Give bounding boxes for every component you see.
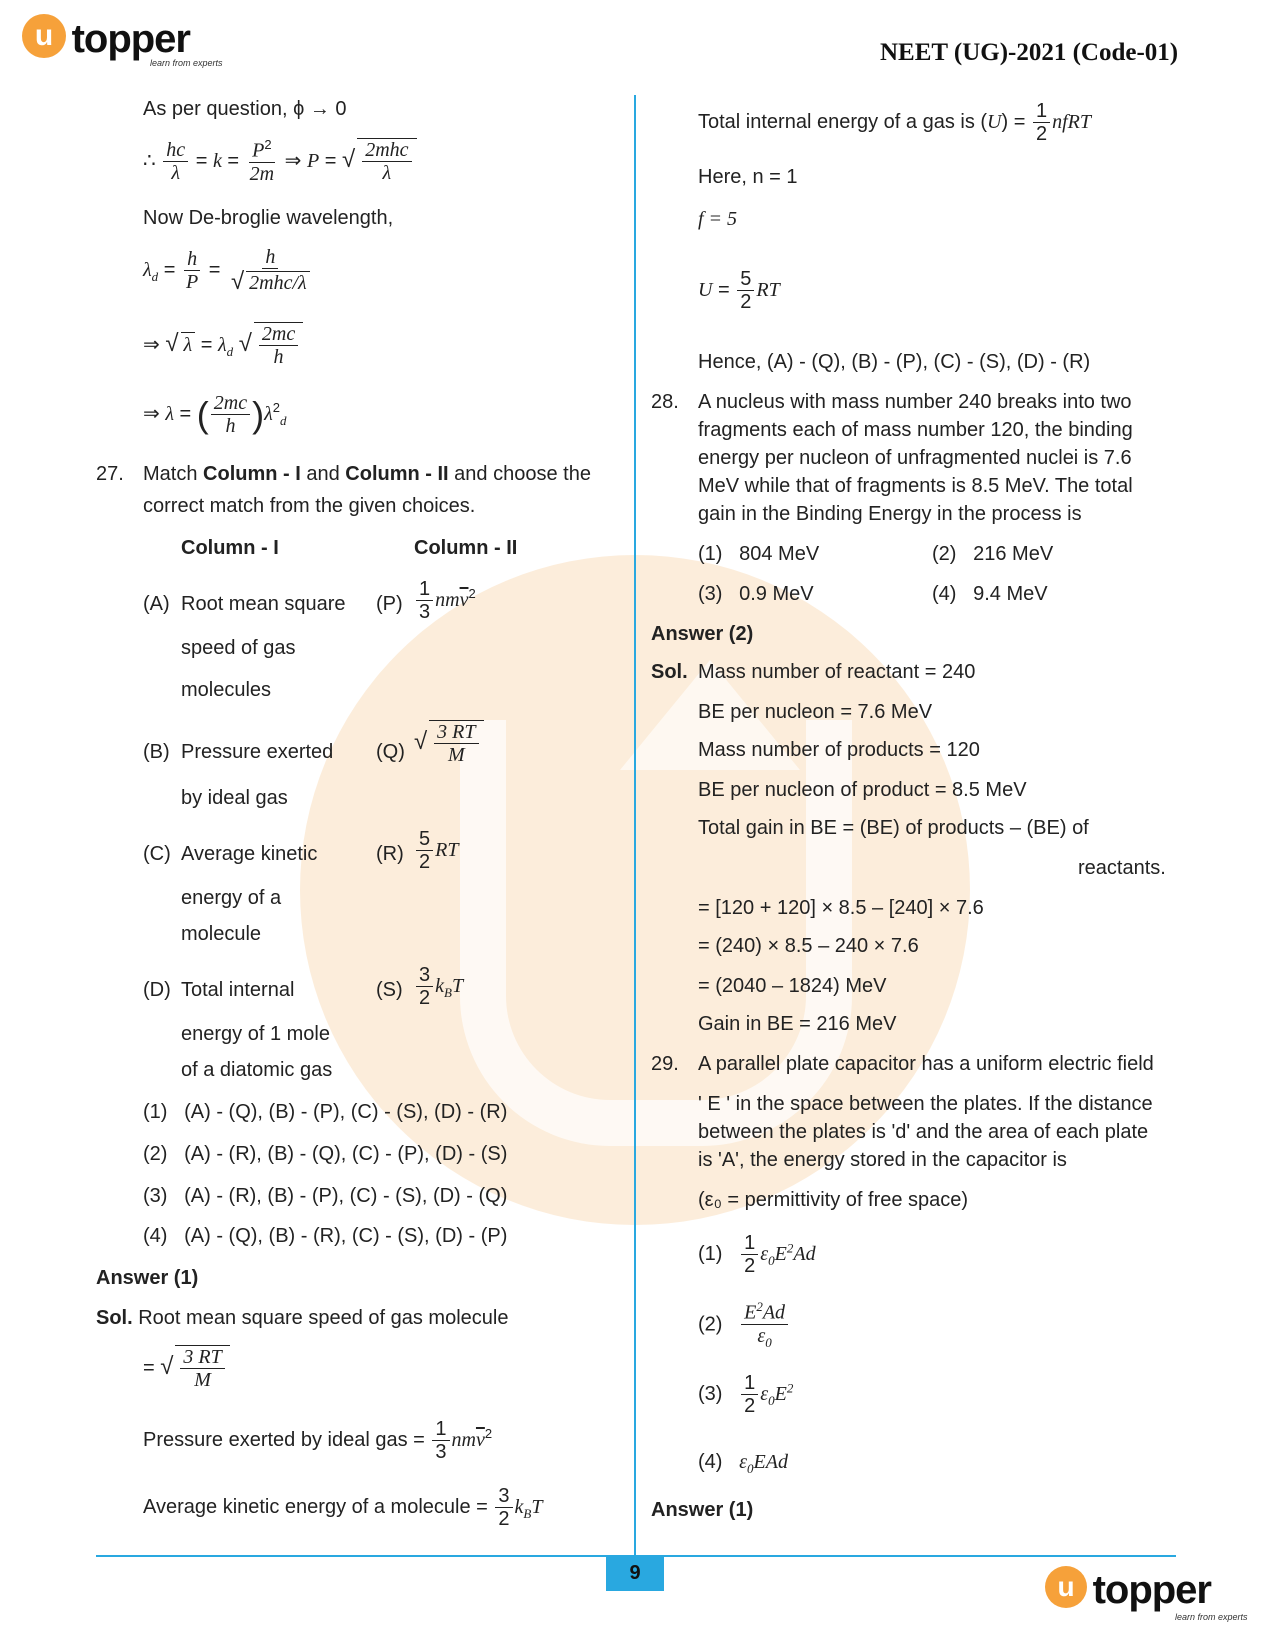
q27-solution-pressure: Pressure exerted by ideal gas = $\frac{1}{3}$ $nm\overline{v}^2$ [143,1418,493,1463]
page-number: 9 [606,1555,664,1591]
text-f-equals: f = 5 [698,208,738,230]
row-d-line1: Total internal [181,979,295,1001]
text-n-equals: Here, n = 1 [698,166,798,188]
q28-sol-line6: reactants. [1078,857,1166,879]
q28-answer: Answer (2) [651,623,754,645]
q29-line5: (ε₀ = permittivity of free space) [698,1189,969,1211]
q28-sol-line8: = (240) × 8.5 – 240 × 7.6 [698,935,919,957]
footer-logo-text: topper [1092,1568,1211,1613]
q28-sol-label: Sol. [651,661,688,683]
equation-lambda-d: $\lambda_d$ = $\frac{h}{P}$ = $\frac{h}{\text{√ 2mhc/λ}}$ [143,246,315,295]
q27-hence: Hence, (A) - (Q), (B) - (P), (C) - (S), (D) - (R) [698,351,1091,373]
text-de-broglie: Now De-broglie wavelength, [143,207,394,229]
q28-option-3[interactable]: (3) 0.9 MeV [698,583,814,605]
row-q-formula: √ $\frac{3 RT}{M}$ [414,720,484,766]
row-c-line2: energy of a [181,887,282,909]
row-a-line2: speed of gas [181,637,296,659]
exam-title: NEET (UG)-2021 (Code-01) [880,39,1179,66]
text-phi-to-zero: As per question, ϕ → 0 [143,98,347,120]
q29-option-3[interactable]: (3) $\frac{1}{2}$ $\varepsilon_0E^2$ [698,1372,794,1417]
row-a-tag: (A) [143,593,170,615]
equation-momentum: ∴ $\frac{hc}{\lambda}$ = k = $\frac{P^2}{2m}$ ⇒ P = √ $\frac{\text{2mhc}}{\lambda}$ [143,138,417,185]
row-c-line3: molecule [181,923,262,945]
equation-rms-speed: = √ $\frac{3 RT}{M}$ [143,1345,230,1391]
q28-sol-line9: = (2040 – 1824) MeV [698,975,887,997]
q27-option-2[interactable]: (2) (A) - (R), (B) - (Q), (C) - (P), (D) - (S) [143,1143,508,1165]
row-b-tag: (B) [143,741,170,763]
q28-sol-line10: Gain in BE = 216 MeV [698,1013,897,1035]
equation-lambda: ⇒ λ = ( $\frac{2mc}{h}$ )$\lambda^2_d$ [143,392,287,437]
q28-sol-line2: BE per nucleon = 7.6 MeV [698,701,933,723]
row-a-line1: Root mean square [181,593,346,615]
therefore-symbol: ∴ [143,149,156,172]
row-s-tag: (S) [376,979,403,1001]
row-q-tag: (Q) [376,741,405,763]
q29-option-1[interactable]: (1) $\frac{1}{2}$ $\varepsilon_0E^2Ad$ [698,1232,816,1277]
q29-line4: is 'A', the energy stored in the capacitor is [698,1149,1067,1171]
logo-u-icon: u [22,14,66,58]
row-d-line3: of a diatomic gas [181,1059,333,1081]
q27-option-1[interactable]: (1) (A) - (Q), (B) - (P), (C) - (S), (D) - (R) [143,1101,508,1123]
logo-text: topper [71,17,190,62]
q29-line1: A parallel plate capacitor has a uniform electric field [698,1053,1154,1075]
header-logo [22,14,190,62]
q29-answer: Answer (1) [651,1499,754,1521]
row-c-line1: Average kinetic [181,843,318,865]
q27-option-3[interactable]: (3) (A) - (R), (B) - (P), (C) - (S), (D) - (Q) [143,1185,508,1207]
q28-sol-line5: Total gain in BE = (BE) of products – (BE) of [698,817,1089,839]
row-d-line2: energy of 1 mole [181,1023,330,1045]
q28-option-2[interactable]: (2) 216 MeV [932,543,1054,565]
column-2-heading: Column - II [414,537,518,559]
q28-line1: A nucleus with mass number 240 breaks into two [698,391,1132,413]
q27-number: 27. [96,463,124,485]
q27-text-line1: Match Column - I and Column - II and choose the [143,463,591,485]
q27-solution-ke: Average kinetic energy of a molecule = $\frac{3}{2}$ $k_BT$ [143,1485,543,1530]
equation-u: U = $\frac{5}{2}$ RT [698,268,780,313]
column-divider [634,95,636,1555]
q28-sol-line1: Mass number of reactant = 240 [698,661,976,683]
q28-sol-line7: = [120 + 120] × 8.5 – [240] × 7.6 [698,897,984,919]
q28-line4: MeV while that of fragments is 8.5 MeV. The total [698,475,1133,497]
footer-logo-tagline: learn from experts [1175,1612,1248,1622]
q27-solution-line1: Sol. Root mean square speed of gas molecule [96,1307,509,1329]
q27-answer: Answer (1) [96,1267,199,1289]
column-1-heading: Column - I [181,537,279,559]
row-a-line3: molecules [181,679,272,701]
row-c-tag: (C) [143,843,171,865]
row-p-tag: (P) [376,593,403,615]
q28-line3: energy per nucleon of unfragmented nuclei is 7.6 [698,447,1132,469]
row-r-tag: (R) [376,843,404,865]
q28-line2: fragments each of mass number 120, the binding [698,419,1133,441]
footer-logo-u-icon: u [1045,1566,1087,1608]
row-d-tag: (D) [143,979,171,1001]
footer-logo [1045,1566,1211,1613]
q29-line2: ' E ' in the space between the plates. If the distance [698,1093,1153,1115]
q28-sol-line4: BE per nucleon of product = 8.5 MeV [698,779,1027,801]
q29-option-2[interactable]: (2) $\frac{E^2Ad}{\varepsilon_0}$ [698,1300,790,1350]
q28-sol-line3: Mass number of products = 120 [698,739,980,761]
q28-option-1[interactable]: (1) 804 MeV [698,543,820,565]
q28-number: 28. [651,391,679,413]
q28-line5: gain in the Binding Energy in the process is [698,503,1082,525]
q29-option-4[interactable]: (4) $\varepsilon_0EAd$ [698,1451,788,1476]
row-s-formula: $\frac{3}{2}$ $k_BT$ [414,964,463,1009]
row-r-formula: $\frac{5}{2}$ RT [414,828,458,873]
q29-number: 29. [651,1053,679,1075]
row-p-formula: $\frac{1}{3}$ $nm\overline{v}^2$ [414,578,476,623]
q28-option-4[interactable]: (4) 9.4 MeV [932,583,1048,605]
logo-tagline: learn from experts [150,58,223,68]
q27-text-line2: correct match from the given choices. [143,495,476,517]
q29-line3: between the plates is 'd' and the area of each plate [698,1121,1149,1143]
row-b-line1: Pressure exerted [181,741,334,763]
text-internal-energy: Total internal energy of a gas is (U) = $\frac{1}{2}$ nfRT [698,100,1091,145]
q27-option-4[interactable]: (4) (A) - (Q), (B) - (R), (C) - (S), (D) - (P) [143,1225,508,1247]
equation-sqrt-lambda: ⇒ √ $\lambda = \lambda_d$ √ $\frac{2mc}{h}$ [143,322,303,368]
row-b-line2: by ideal gas [181,787,288,809]
